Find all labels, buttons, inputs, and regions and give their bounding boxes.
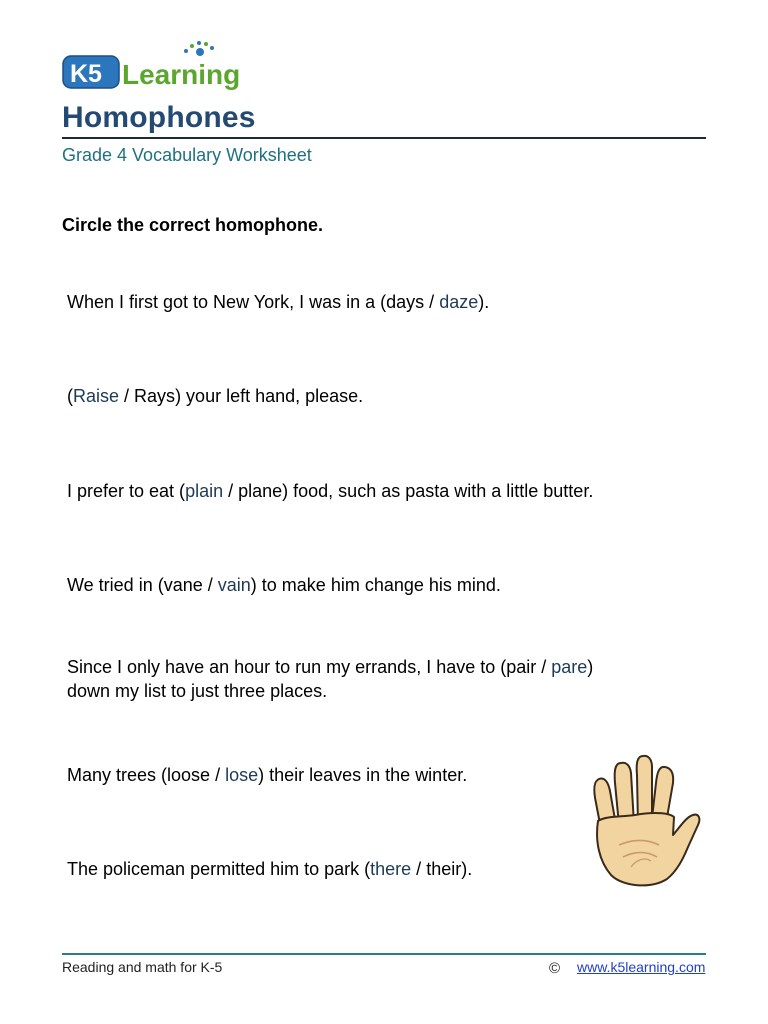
logo-badge: K5 <box>70 60 102 88</box>
question-4: We tried in (vane / vain) to make him change his mind. <box>67 575 501 595</box>
k5-learning-logo[interactable] <box>62 40 244 92</box>
option-pare[interactable]: pare <box>551 657 588 677</box>
question-3: I prefer to eat (plain / plane) food, such as pasta with a little butter. <box>67 481 594 501</box>
option-vane[interactable]: vane <box>163 575 203 595</box>
option-daze[interactable]: daze <box>439 292 479 312</box>
logo-sparkle-icon <box>184 41 214 56</box>
option-rays[interactable]: Rays <box>134 386 176 406</box>
option-raise[interactable]: Raise <box>73 386 120 406</box>
page-title: Homophones <box>62 101 256 134</box>
option-plane[interactable]: plane <box>238 481 283 501</box>
hand-icon <box>585 753 705 888</box>
worksheet-subtitle: Grade 4 Vocabulary Worksheet <box>62 145 312 165</box>
instruction-text: Circle the correct homophone. <box>62 215 324 235</box>
title-divider <box>62 137 706 139</box>
footer-tagline: Reading and math for K-5 <box>62 959 223 975</box>
option-plain[interactable]: plain <box>185 481 224 501</box>
question-2: (Raise / Rays) your left hand, please. <box>67 386 364 406</box>
question-5: Since I only have an hour to run my errands, I have to (pair / pare) down my list to just three places. <box>67 657 594 701</box>
option-days[interactable]: days <box>386 292 425 312</box>
option-lose[interactable]: lose <box>225 765 259 785</box>
question-1: When I first got to New York, I was in a (days / daze). <box>67 292 490 312</box>
option-vain[interactable]: vain <box>217 575 251 595</box>
copyright-icon: © <box>549 960 561 977</box>
question-7: The policeman permitted him to park (there / their). <box>67 859 473 879</box>
question-6: Many trees (loose / lose) their leaves in the winter. <box>67 765 468 785</box>
option-pair[interactable]: pair <box>506 657 537 677</box>
logo-word: Learning <box>122 59 241 90</box>
footer-divider <box>62 953 706 955</box>
footer-website-link[interactable]: www.k5learning.com <box>577 959 706 975</box>
option-there[interactable]: there <box>370 859 412 879</box>
option-their[interactable]: their <box>426 859 462 879</box>
option-loose[interactable]: loose <box>167 765 211 785</box>
